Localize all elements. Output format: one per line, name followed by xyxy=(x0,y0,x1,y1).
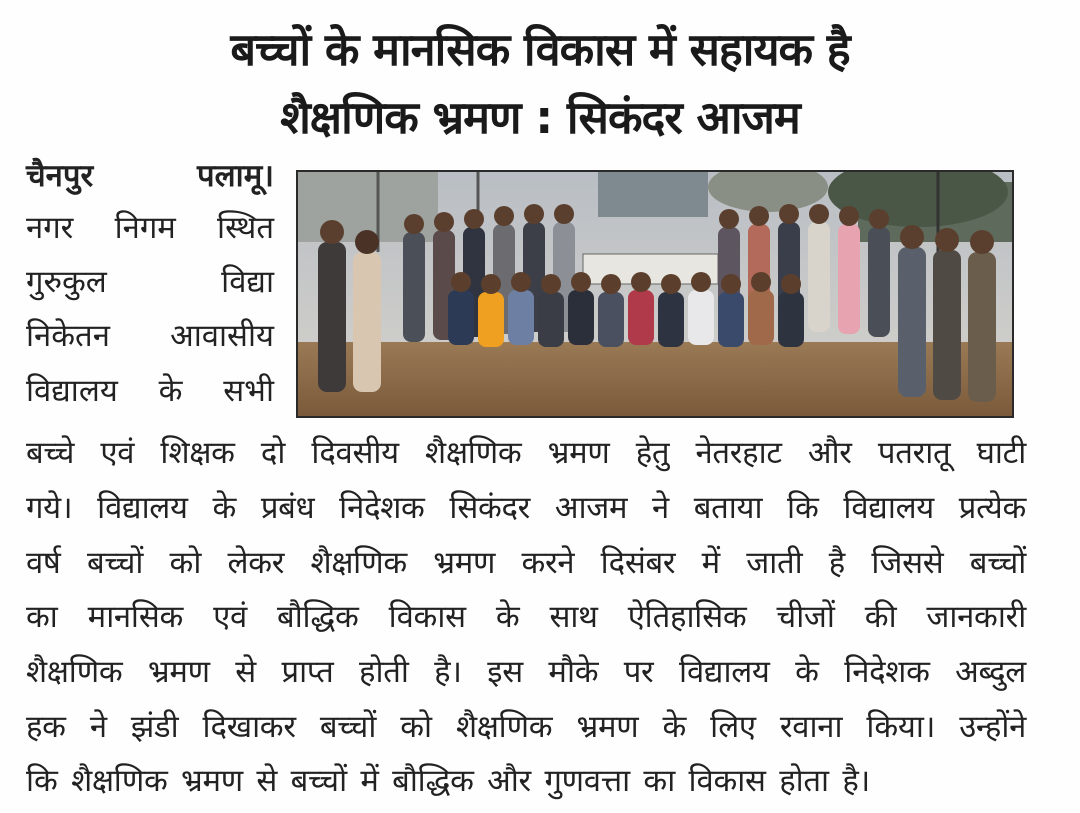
side-text-line: निकेतन आवासीय xyxy=(26,318,274,354)
side-text-line: विद्यालय के सभी xyxy=(26,373,274,409)
body-text-line: हक ने झंडी दिखाकर बच्चों को शैक्षणिक भ्रमण के लिए रवाना किया। उन्होंने xyxy=(26,709,1026,745)
body-text-line: शैक्षणिक भ्रमण से प्राप्त होती है। इस मौके पर विद्यालय के निदेशक अब्दुल xyxy=(26,654,1026,690)
body-text-line: गये। विद्यालय के प्रबंध निदेशक सिकंदर आजम ने बताया कि विद्यालय प्रत्येक xyxy=(26,490,1026,526)
body-text-line: बच्चे एवं शिक्षक दो दिवसीय शैक्षणिक भ्रमण हेतु नेतरहाट और पतरातू घाटी xyxy=(26,435,1026,471)
side-text-line: गुरुकुल विद्या xyxy=(26,264,274,300)
headline-line-1: बच्चों के मानसिक विकास में सहायक है xyxy=(230,23,850,76)
group-photo-illustration xyxy=(298,172,1012,416)
dateline: चैनपुर पलामू। xyxy=(26,158,274,194)
headline-line-2: शैक्षणिक भ्रमण : सिकंदर आजम xyxy=(280,91,800,144)
body-text-line: कि शैक्षणिक भ्रमण से बच्चों में बौद्धिक और गुणवत्ता का विकास होता है। xyxy=(26,763,870,799)
side-text-line: नगर निगम स्थित xyxy=(26,210,274,246)
body-text-line: वर्ष बच्चों को लेकर शैक्षणिक भ्रमण करने दिसंबर में जाती है जिससे बच्चों xyxy=(26,545,1026,581)
body-text-line: का मानसिक एवं बौद्धिक विकास के साथ ऐतिहासिक चीजों की जानकारी xyxy=(26,599,1026,635)
group-photo xyxy=(296,170,1014,418)
